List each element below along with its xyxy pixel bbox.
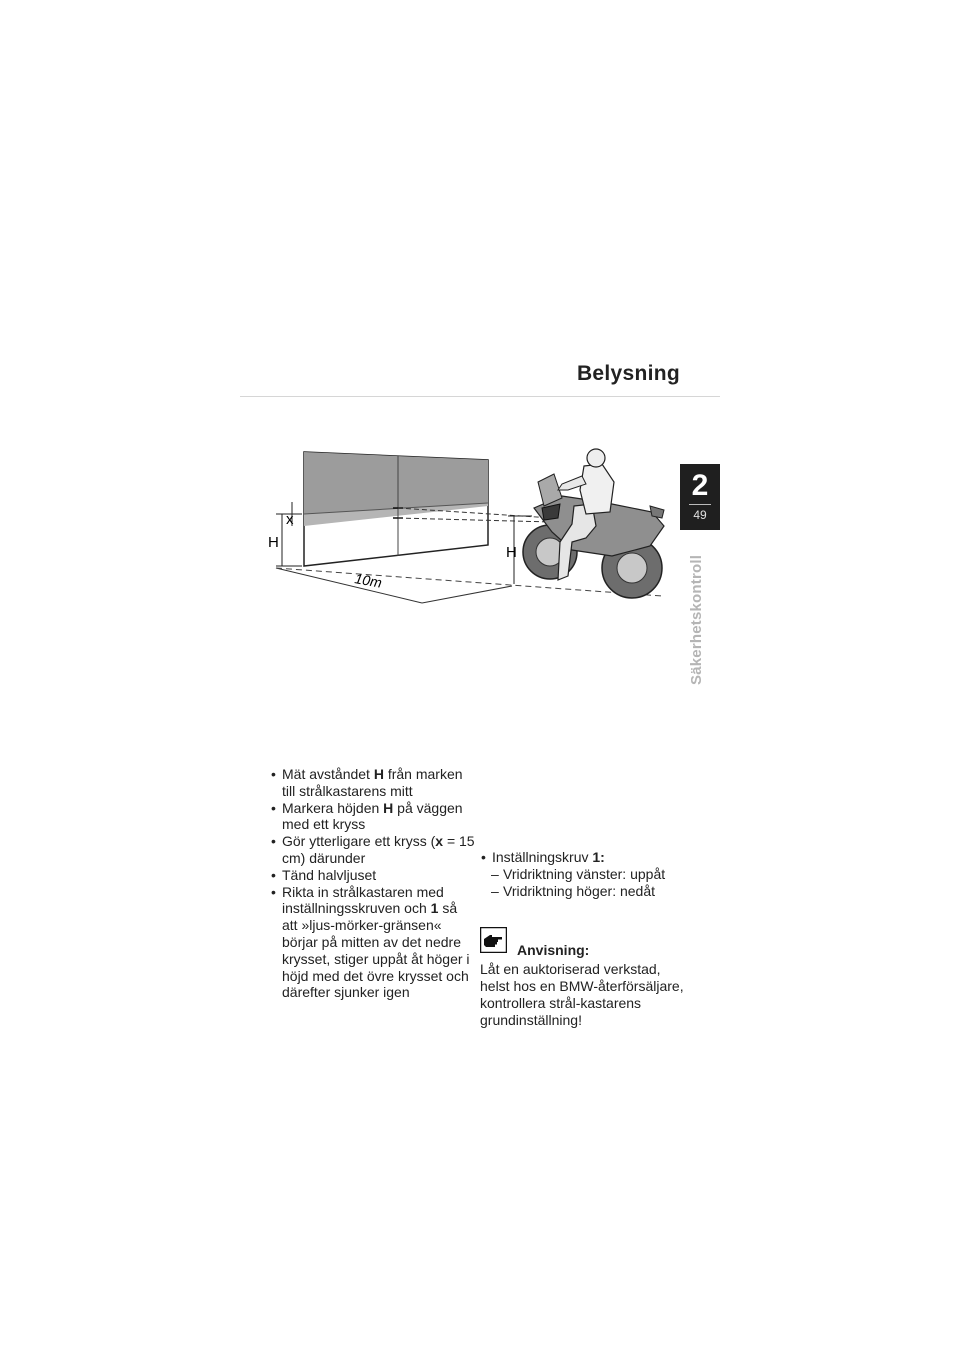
sub-list-item: – Vridriktning höger: nedåt [480,883,685,900]
list-item: • Markera höjden H på väggen med ett kryss [270,800,475,834]
chapter-number: 2 [691,469,709,502]
note-header [480,927,685,959]
pointing-hand-note-icon [480,927,507,953]
motorcycle-with-rider [523,449,664,598]
section-label: Säkerhetskontroll [688,554,705,685]
instructions-right [480,849,685,1029]
label-x: x [286,511,294,528]
label-h-bike: H [506,544,517,561]
chapter-tab [680,464,720,530]
list-item: • Gör ytterligare ett kryss (x = 15 cm) därunder [270,833,475,867]
list-item: • Mät avståndet H från marken till strålkastarens mitt [270,766,475,800]
list-item: • Tänd halvljuset [270,867,475,884]
floor-line-right [422,586,512,603]
label-h-wall: H [268,534,279,551]
chapter-divider [689,504,711,505]
header-divider [240,396,720,397]
sub-list-item: – Vridriktning vänster: uppåt [480,866,685,883]
headlight-adjustment-illustration [262,446,672,616]
note-text: Låt en auktoriserad verkstad, helst hos en BMW-återförsäljare, kontrollera strål-kastarens grundinställning! [480,961,684,1028]
list-item: • Rikta in strålkastaren med inställningsskruven och 1 så att »ljus-mörker-gränsen« börjar på mitten av det nedre krysset, stiger uppåt åt höger i höjd med det övre krysset och därefter sjunker igen [270,884,475,1002]
instructions-left [270,766,475,1001]
label-distance: 10m [353,570,384,591]
page-title: Belysning [576,362,680,385]
page-number: 49 [693,508,707,522]
note-title: Anvisning: [517,942,590,959]
list-item: • Inställningskruv 1: [480,849,685,866]
